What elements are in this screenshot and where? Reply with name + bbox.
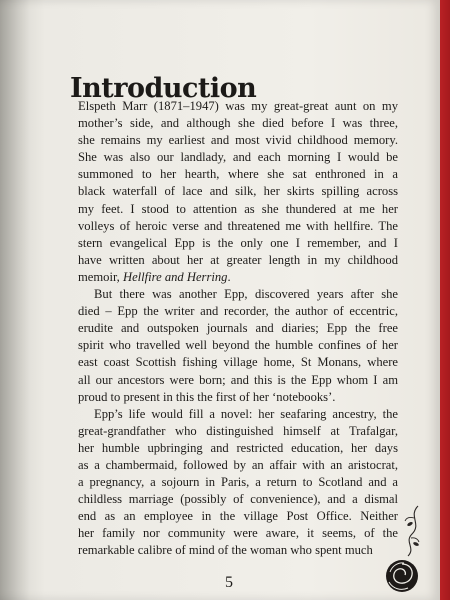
chapter-heading: Introduction	[70, 73, 257, 105]
text-line: mother’s side, and although she died before I was three,	[78, 116, 398, 131]
text-line: Elspeth Marr (1871–1947) was my great-great aunt on my	[78, 99, 398, 113]
gutter-shadow	[0, 0, 30, 600]
text-line: stern evangelical Epp is the only one I remember, and I	[78, 235, 398, 250]
body-text	[78, 98, 398, 560]
text-line: Epp’s life would fill a novel: her seafaring ancestry, the	[94, 406, 398, 421]
rose-ornament-icon	[378, 504, 428, 594]
text-fragment: memoir,	[78, 269, 123, 284]
text-line: But there was another Epp, discovered years after she	[94, 287, 398, 302]
text-line: my feet. I stood to attention as she thundered at me her	[78, 201, 398, 216]
text-line: remarkable calibre of mind of the woman who spent much	[78, 543, 373, 558]
text-line: summoned to her hearth, where she sat enthroned in a	[78, 167, 398, 182]
text-line: spirit who travelled well beyond the humble confines of her	[78, 338, 398, 353]
text-line: proud to present in this the first of her ‘notebooks’.	[78, 389, 336, 404]
text-line: a pregnancy, a sojourn in Paris, a return to Scotland and a	[78, 475, 398, 490]
text-line: died – Epp the writer and recorder, the author of eccentric,	[78, 304, 398, 319]
text-line: as a chambermaid, followed by an affair with an aristocrat,	[78, 457, 398, 472]
book-title: Hellfire and Herring	[122, 269, 228, 284]
text-line: her humble upbringing and restricted education, her days	[78, 440, 398, 455]
text-line: have written about her at greater length in my childhood	[78, 252, 398, 267]
text-line: east coast Scottish fishing village home, St Monans, where	[78, 355, 398, 370]
text-line: end as an employee in the village Post Office. Neither	[78, 509, 398, 524]
text-line	[78, 269, 398, 286]
text-line: childless marriage (possibly of convenience), and a dismal	[78, 492, 398, 507]
text-line: all our ancestors were born; and this is the Epp whom I am	[78, 372, 398, 387]
text-fragment: .	[227, 269, 231, 284]
text-line: great-grandfather who distinguished himself at Trafalgar,	[78, 423, 398, 438]
text-line: erudite and outspoken journals and diaries; Epp the free	[78, 321, 398, 336]
text-line: she remains my earliest and most vivid childhood memory.	[78, 133, 398, 148]
page-number: 5	[225, 574, 233, 591]
text-line: black waterfall of lace and silk, her skirts spilling across	[78, 184, 398, 199]
text-line: volleys of heroic verse and threatened me with hellfire. The	[78, 218, 398, 233]
text-line: She was also our landlady, and each morning I would be	[78, 150, 398, 165]
text-line: her family nor community were aware, it seems, of the	[78, 526, 398, 541]
